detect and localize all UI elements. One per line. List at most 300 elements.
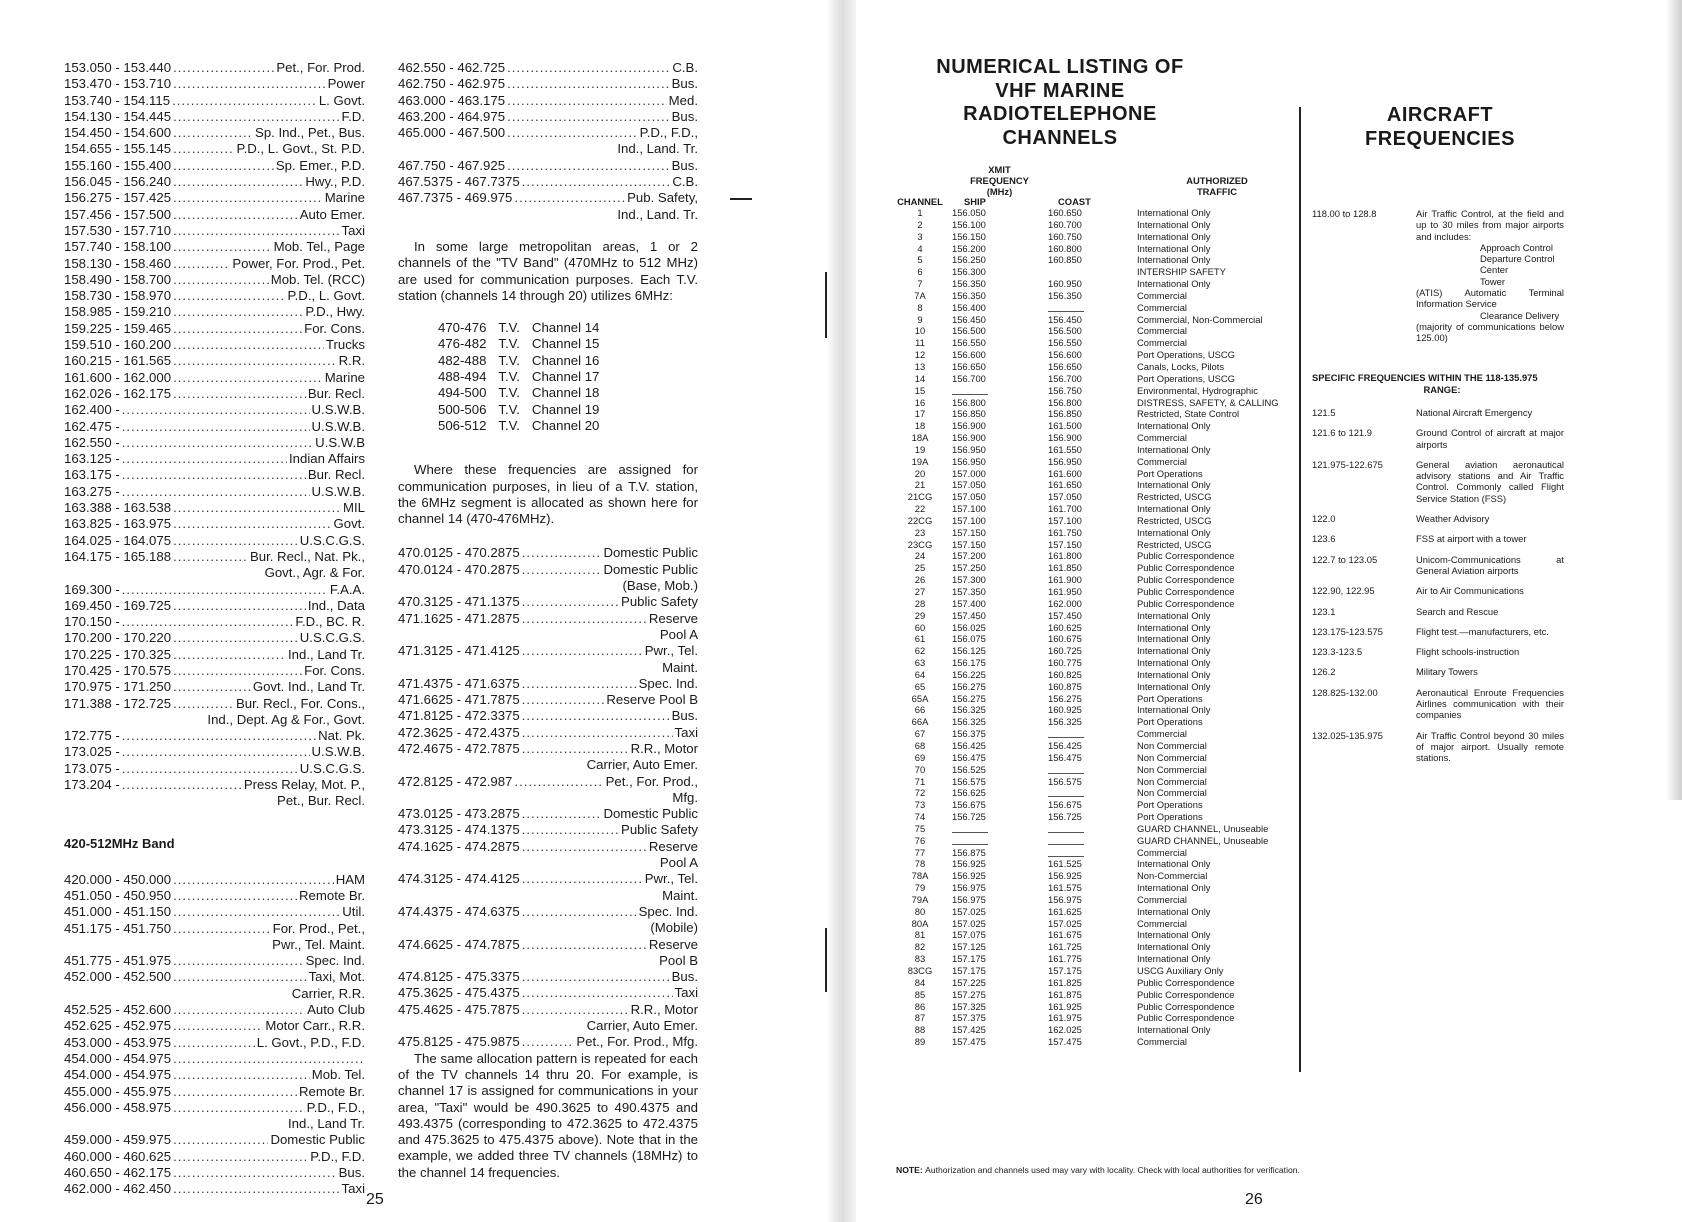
ship-frequency: 157.050 [952, 479, 986, 491]
authorized-traffic: International Only [1137, 633, 1211, 645]
authorized-traffic: Port Operations [1137, 467, 1203, 479]
listing-row [398, 806, 698, 822]
channel-row [888, 847, 1337, 859]
blank-line [1048, 850, 1084, 857]
listing-frequency: 471.1625 - 471.2875 [398, 610, 520, 626]
header-authorized: AUTHORIZED [1186, 175, 1248, 186]
channel-number: 21 [914, 479, 926, 491]
listing-service: Reserve [648, 838, 698, 854]
aircraft-frequency: 123.6 [1312, 533, 1336, 545]
ship-frequency: 156.625 [952, 787, 986, 799]
authorized-traffic: Restricted, USCG [1137, 491, 1212, 503]
authorized-traffic: Port Operations [1137, 716, 1203, 728]
listing-service: Domestic Public [603, 545, 698, 561]
authorized-traffic: International Only [1137, 278, 1211, 290]
ship-frequency: 156.275 [952, 680, 986, 692]
listing-row [398, 692, 698, 708]
listing-row [398, 1034, 698, 1050]
channel-row [888, 977, 1337, 989]
listing-service: Pet., For. Prod., [605, 773, 698, 789]
listing-service: Bur. Recl., Nat. Pk., [249, 548, 365, 564]
authorized-traffic: International Only [1137, 953, 1211, 965]
listing-row [64, 1181, 365, 1197]
coast-frequency: 162.025 [1048, 1024, 1082, 1036]
channel-number: 76 [914, 834, 926, 846]
listing-service: Taxi [341, 1181, 365, 1197]
coast-frequency: 161.500 [1048, 420, 1082, 432]
specific-heading [1312, 372, 1572, 395]
authorized-traffic: International Only [1137, 858, 1211, 870]
channel-number: 73 [914, 799, 926, 811]
coast-frequency: 156.850 [1048, 408, 1082, 420]
ship-frequency: 156.575 [952, 775, 986, 787]
ship-frequency: 157.275 [952, 988, 986, 1000]
coast-frequency: 161.825 [1048, 976, 1082, 988]
listing-service: Bus. [671, 108, 698, 124]
authorized-traffic: Commercial [1137, 432, 1188, 444]
blank-line [1048, 838, 1084, 845]
leader-dots [522, 725, 673, 741]
channel-number: 78 [914, 858, 926, 870]
leader-dots [522, 708, 670, 724]
coast-frequency [1048, 835, 1137, 847]
listing-service: L. Govt., P.D., F.D. [256, 1034, 365, 1050]
listing-row [64, 1084, 365, 1100]
coast-frequency: 160.950 [1048, 278, 1082, 290]
authorized-traffic: Public Correspondence [1137, 976, 1235, 988]
coast-frequency: 161.550 [1048, 443, 1082, 455]
leader-dots [122, 777, 242, 793]
listing-service-cont: Maint. [662, 887, 698, 903]
listing-service: C.B. [672, 174, 698, 190]
title-line: VHF MARINE [995, 79, 1125, 102]
header-channel: CHANNEL [897, 196, 943, 207]
listing-row [64, 1067, 365, 1083]
leader-dots [522, 1034, 575, 1050]
authorized-traffic: Public Correspondence [1137, 988, 1235, 1000]
leader-dots [173, 969, 307, 985]
authorized-traffic: DISTRESS, SAFETY, & CALLING [1137, 396, 1279, 408]
channel-row [888, 550, 1337, 562]
listing-service-cont: Carrier, R.R. [291, 985, 365, 1001]
listing-frequency: 456.000 - 458.975 [64, 1099, 172, 1115]
listing-service: Bus. [671, 969, 698, 985]
listing-frequency: 463.200 - 464.975 [398, 108, 506, 124]
aircraft-sub: Center [1480, 264, 1509, 276]
tv-label: T.V. [498, 401, 520, 417]
listing-frequency: 475.4625 - 475.7875 [398, 1001, 520, 1017]
listing-service: Indian Affairs [288, 451, 365, 467]
aircraft-title [1330, 104, 1550, 151]
listing-row [64, 467, 365, 483]
leader-dots [122, 582, 328, 598]
listing-service: Domestic Public [603, 806, 698, 822]
listing-frequency: 158.730 - 158.970 [64, 288, 172, 304]
channel-row [888, 420, 1337, 432]
authorized-traffic: International Only [1137, 929, 1211, 941]
channel-number: 9 [917, 313, 923, 325]
ship-frequency: 156.275 [952, 692, 986, 704]
leader-dots [522, 692, 605, 708]
listing-frequency: 157.740 - 158.100 [64, 239, 172, 255]
listing-row [64, 614, 365, 630]
listing-frequency: 158.490 - 158.700 [64, 271, 172, 287]
authorized-traffic: Non Commercial [1137, 775, 1207, 787]
channel-row [888, 752, 1337, 764]
listing-frequency: 453.000 - 453.975 [64, 1034, 172, 1050]
channel-row [888, 681, 1337, 693]
authorized-traffic: International Only [1137, 1024, 1211, 1036]
listing-frequency: 471.3125 - 471.4125 [398, 643, 520, 659]
listing-frequency: 164.025 - 164.075 [64, 532, 172, 548]
ship-frequency: 156.400 [952, 301, 986, 313]
listing-frequency: 460.000 - 460.625 [64, 1148, 172, 1164]
channel-row [888, 989, 1337, 1001]
listing-service: R.R. [338, 353, 365, 369]
leader-dots [173, 60, 274, 76]
channel-row [888, 669, 1337, 681]
coast-frequency: 157.050 [1048, 491, 1082, 503]
coast-frequency: 161.750 [1048, 526, 1082, 538]
listing-frequency: 162.026 - 162.175 [64, 385, 172, 401]
listing-service: Marine [324, 190, 365, 206]
channel-row [888, 586, 1337, 598]
tv-channel-row [438, 336, 611, 352]
coast-frequency: 161.975 [1048, 1012, 1082, 1024]
channel-number: 87 [914, 1012, 926, 1024]
listing-row [398, 174, 698, 190]
authorized-traffic: Restricted, State Control [1137, 408, 1240, 420]
ship-frequency: 157.050 [952, 491, 986, 503]
ship-frequency: 156.375 [952, 728, 986, 740]
listing-row [64, 158, 365, 174]
channel-row [888, 397, 1337, 409]
leader-dots [173, 109, 339, 125]
listing-row [64, 239, 365, 255]
blank-line [1048, 826, 1084, 833]
authorized-traffic: Commercial [1137, 301, 1188, 313]
listing-row [64, 679, 365, 695]
listing-row [64, 663, 365, 679]
leader-dots [173, 1132, 268, 1148]
listing-row [64, 1100, 365, 1116]
listing-row [398, 93, 698, 109]
channel-number: 18A [911, 432, 929, 444]
coast-frequency: 157.150 [1048, 538, 1082, 550]
listing-frequency: 163.825 - 163.975 [64, 516, 172, 532]
ship-frequency: 156.700 [952, 372, 986, 384]
channel-row [888, 479, 1337, 491]
listing-row [64, 141, 365, 157]
aircraft-use: Weather Advisory [1416, 513, 1490, 525]
listing-row [398, 839, 698, 855]
coast-frequency: 161.650 [1048, 479, 1082, 491]
channel-row [888, 622, 1337, 634]
listing-service-cont: Govt., Agr. & For. [264, 565, 365, 581]
ship-frequency: 157.225 [952, 976, 986, 988]
leader-dots [522, 741, 629, 757]
channel-row [888, 870, 1337, 882]
listing-frequency: 452.525 - 452.600 [64, 1002, 172, 1018]
listing-frequency: 454.000 - 454.975 [64, 1050, 172, 1066]
tv-channel-row [438, 353, 611, 369]
channel-number: 80 [914, 905, 926, 917]
aircraft-row [1312, 666, 1564, 686]
authorized-traffic: GUARD CHANNEL, Unuseable [1137, 834, 1269, 846]
channel-row [888, 1036, 1337, 1048]
specific-heading-line: SPECIFIC FREQUENCIES WITHIN THE 118-135.975 [1312, 372, 1538, 383]
listing-row [398, 708, 698, 724]
title-line: NUMERICAL LISTING OF [936, 56, 1184, 78]
aircraft-use: Military Towers [1416, 666, 1478, 678]
listing-frequency: 471.4375 - 471.6375 [398, 675, 520, 691]
aircraft-freq: 118.00 to 128.8 [1312, 208, 1377, 219]
ship-frequency: 156.975 [952, 882, 986, 894]
leader-dots [507, 109, 670, 125]
tv-label: T.V. [498, 369, 520, 385]
listing-frequency: 153.470 - 153.710 [64, 76, 172, 92]
tv-band-paragraph: In some large metropolitan areas, 1 or 2 channels of the "TV Band" (470MHz to 512 MHz) are used for communication purposes. Each T.V. station (channels 14 through 20) utilizes 6MHz: [398, 238, 698, 303]
page-edge-shadow [1666, 0, 1682, 800]
coast-frequency: 161.775 [1048, 953, 1082, 965]
channel-number: 83 [914, 953, 926, 965]
leader-dots [522, 904, 637, 920]
authorized-traffic: Environmental, Hydrographic [1137, 384, 1258, 396]
listing-service: Pet., For. Prod. [276, 60, 365, 75]
channel-number: 70 [914, 763, 926, 775]
aircraft-frequency: 123.1 [1312, 605, 1336, 617]
coast-frequency: 156.800 [1048, 396, 1082, 408]
listing-frequency: 164.175 - 165.188 [64, 548, 172, 564]
aircraft-use: Flight test.—manufacturers, etc. [1416, 625, 1549, 637]
tv-channel: Channel 19 [531, 401, 600, 417]
leader-dots [522, 1002, 629, 1018]
leader-dots [173, 272, 269, 288]
listing-service-cont: Pool A [659, 855, 698, 871]
leader-dots [173, 337, 324, 353]
listing-service: Remote Br. [299, 887, 365, 903]
leader-dots [173, 1100, 305, 1116]
listing-service: Taxi [674, 985, 698, 1001]
authorized-traffic: International Only [1137, 941, 1211, 953]
listing-row [398, 60, 698, 76]
coast-frequency: 156.500 [1048, 325, 1082, 337]
ship-frequency: 156.125 [952, 645, 986, 657]
ship-frequency: 156.925 [952, 858, 986, 870]
leader-dots [122, 451, 287, 467]
listing-row [64, 304, 365, 320]
authorized-traffic: International Only [1137, 443, 1211, 455]
listing-service-cont: Mfg. [672, 789, 698, 805]
listing-service-cont: Carrier, Auto Emer. [586, 1018, 698, 1034]
ship-frequency: 156.225 [952, 668, 986, 680]
leader-dots [522, 822, 619, 838]
listing-frequency: 170.425 - 170.575 [64, 662, 172, 678]
aircraft-frequency: 121.6 to 121.9 [1312, 427, 1372, 439]
coast-frequency [1048, 266, 1137, 278]
channel-number: 1 [917, 207, 923, 218]
authorized-traffic: Port Operations, USCG [1137, 372, 1235, 384]
aircraft-use: Ground Control of aircraft at major airports [1416, 427, 1564, 450]
leader-dots [522, 676, 637, 692]
tv-channel-row [438, 320, 611, 336]
header-coast: COAST [1058, 196, 1091, 207]
channel-number: 4 [917, 242, 923, 254]
tv-channel: Channel 20 [531, 417, 600, 433]
ship-frequency: 156.425 [952, 739, 986, 751]
listing-row [64, 533, 365, 549]
listing-row [64, 223, 365, 239]
authorized-traffic: Port Operations [1137, 799, 1203, 811]
channel-number: 19 [914, 443, 926, 455]
coast-frequency: 157.475 [1048, 1036, 1082, 1048]
aircraft-use: Aeronautical Enroute Frequencies Airlines communication with their companies [1416, 686, 1564, 721]
authorized-traffic: International Only [1137, 242, 1211, 254]
channel-row [888, 764, 1337, 776]
leader-dots [173, 207, 298, 223]
coast-frequency [1048, 823, 1137, 835]
listing-frequency: 170.200 - 170.220 [64, 630, 172, 646]
listing-row [398, 611, 698, 627]
page25-column-2 [398, 60, 698, 1181]
channel-number: 22 [914, 503, 926, 515]
aircraft-clearance: Clearance Delivery [1480, 309, 1560, 321]
channel-number: 60 [914, 621, 926, 633]
listing-row [64, 402, 365, 418]
channel-row [888, 314, 1337, 326]
allocation-paragraph: Where these frequencies are assigned for communication purposes, in lieu of a T.V. station, the 6MHz segment is allocated as shown here for channel 14 (470-476MHz). [398, 462, 698, 527]
coast-frequency: 156.725 [1048, 811, 1082, 823]
authorized-traffic: International Only [1137, 218, 1211, 230]
leader-dots [172, 93, 317, 109]
listing-row [64, 207, 365, 223]
ship-frequency: 156.875 [952, 846, 986, 858]
listing-frequency: 467.750 - 467.925 [398, 157, 506, 173]
authorized-traffic: International Only [1137, 526, 1211, 538]
channel-number: 10 [914, 325, 926, 337]
aircraft-row [1312, 606, 1564, 626]
listing-service: Bus. [338, 1165, 365, 1180]
authorized-traffic: INTERSHIP SAFETY [1137, 266, 1226, 278]
tv-range: 488-494 [438, 369, 487, 385]
listing-service: Trucks [325, 337, 365, 353]
listing-row [64, 1018, 365, 1034]
leader-dots [173, 174, 303, 190]
channel-number: 71 [914, 775, 926, 787]
listing-service-cont: Pwr., Tel. Maint. [272, 936, 365, 952]
ship-frequency: 157.150 [952, 538, 986, 550]
aircraft-sub: Approach Control [1480, 241, 1553, 253]
listing-frequency: 163.175 - [64, 467, 120, 483]
coast-frequency: 156.750 [1048, 384, 1082, 396]
listing-frequency: 153.050 - 153.440 [64, 60, 172, 75]
coast-frequency: 161.875 [1048, 988, 1082, 1000]
authorized-traffic: Commercial [1137, 728, 1188, 740]
listing-frequency: 455.000 - 455.975 [64, 1083, 172, 1099]
listing-service: MIL [343, 500, 365, 516]
leader-dots [173, 533, 298, 549]
coast-frequency: 161.700 [1048, 503, 1082, 515]
listing-row [64, 728, 365, 744]
ship-frequency: 156.600 [952, 349, 986, 361]
channel-number: 14 [914, 372, 926, 384]
channel-number: 62 [914, 645, 926, 657]
channel-number: 29 [914, 609, 926, 621]
ship-frequency: 156.950 [952, 443, 986, 455]
authorized-traffic: Non Commercial [1137, 739, 1207, 751]
channel-number: 81 [914, 929, 926, 941]
leader-dots [173, 500, 341, 516]
leader-dots [173, 125, 253, 141]
leader-dots [173, 516, 331, 532]
listing-service: Reserve [648, 610, 698, 626]
listing-row [64, 109, 365, 125]
leader-dots [173, 239, 272, 255]
authorized-traffic: International Only [1137, 704, 1211, 716]
leader-dots [514, 190, 625, 206]
ship-frequency: 156.075 [952, 633, 986, 645]
channel-row [888, 610, 1337, 622]
leader-dots [173, 953, 304, 969]
channel-row [888, 408, 1337, 420]
listing-frequency: 170.225 - 170.325 [64, 646, 172, 662]
blank-line [1048, 731, 1084, 738]
aircraft-use: Search and Rescue [1416, 605, 1499, 617]
listing-service: Bus. [671, 76, 698, 92]
channel-number: 65 [914, 680, 926, 692]
leader-dots [173, 321, 302, 337]
authorized-traffic: International Only [1137, 479, 1211, 491]
listing-row [64, 500, 365, 516]
listing-service: U.S.W.B. [311, 402, 365, 418]
coast-frequency: 156.275 [1048, 692, 1082, 704]
coast-frequency: 160.925 [1048, 704, 1082, 716]
listing-frequency: 163.275 - [64, 483, 120, 499]
listing-row [64, 1149, 365, 1165]
channel-row [888, 1001, 1337, 1013]
leader-dots [122, 728, 316, 744]
listing-service-cont: Ind., Dept. Ag & For., Govt. [207, 711, 365, 727]
margin-mark [825, 272, 827, 338]
listing-service: Reserve Pool B [606, 692, 698, 708]
coast-frequency: 157.175 [1048, 965, 1082, 976]
page-number-26: 26 [1245, 1191, 1263, 1208]
listing-frequency: 162.550 - [64, 434, 120, 450]
listing-service-cont: Pool B [659, 952, 698, 968]
listing-row [64, 484, 365, 500]
ship-frequency: 156.325 [952, 704, 986, 716]
listing-frequency: 173.075 - [64, 760, 120, 776]
listing-frequency: 169.450 - 169.725 [64, 597, 172, 613]
listing-service: Pwr., Tel. [644, 643, 698, 659]
channel-row [888, 337, 1337, 349]
ship-frequency: 157.100 [952, 514, 986, 526]
listing-service: Power, For. Prod., Pet. [232, 255, 365, 271]
authorized-traffic: Public Correspondence [1137, 1012, 1235, 1024]
listing-service: Spec. Ind. [638, 675, 698, 691]
listing-row [64, 1002, 365, 1018]
authorized-traffic: Canals, Locks, Pilots [1137, 360, 1225, 372]
authorized-traffic: Restricted, USCG [1137, 514, 1212, 526]
authorized-traffic: Public Correspondence [1137, 574, 1235, 586]
coast-frequency: 161.800 [1048, 550, 1082, 562]
coast-frequency: 156.675 [1048, 799, 1082, 811]
tv-channel: Channel 18 [531, 385, 600, 401]
channel-number: 2 [917, 218, 923, 230]
tv-channel-table [438, 320, 611, 434]
listing-service-cont: (Mobile) [650, 920, 698, 936]
listing-row [398, 822, 698, 838]
